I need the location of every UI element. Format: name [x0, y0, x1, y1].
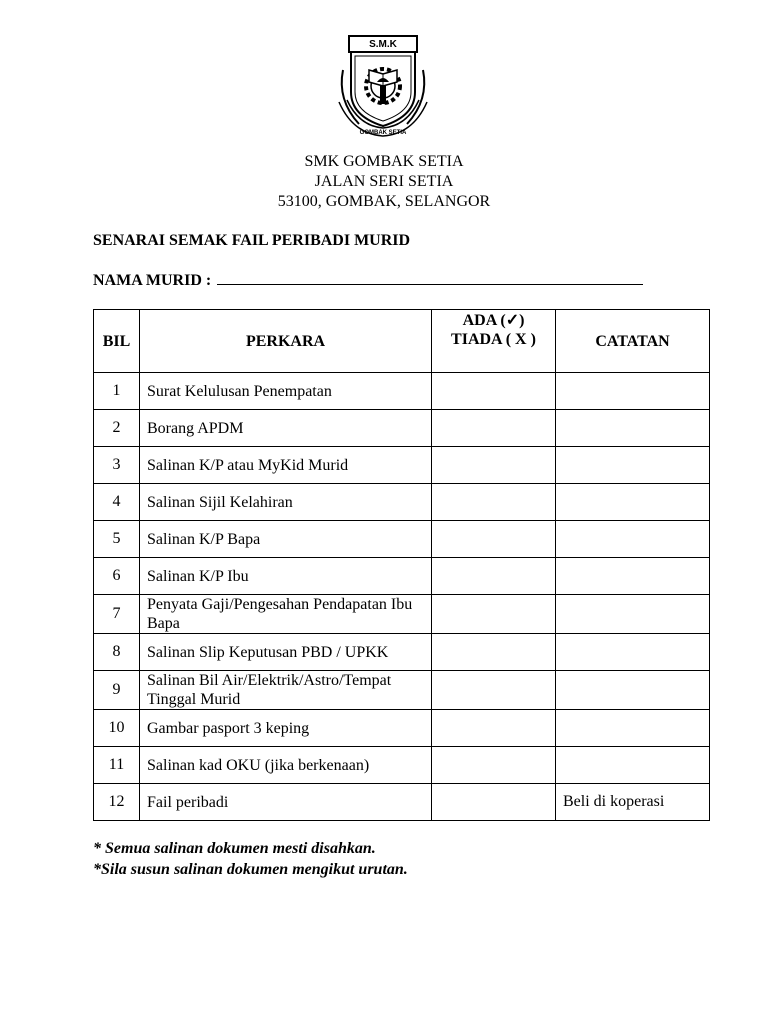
row-status-cell[interactable] [432, 410, 556, 447]
table-row [94, 671, 710, 710]
school-postcode-city: 53100, GOMBAK, SELANGOR [277, 193, 491, 210]
row-status-cell[interactable] [432, 634, 556, 671]
row-perkara: Borang APDM [140, 410, 432, 447]
header-bil: BIL [94, 310, 140, 373]
row-bil: 7 [94, 595, 140, 634]
checklist-table [93, 309, 710, 821]
table-row [94, 710, 710, 747]
row-status-cell[interactable] [432, 521, 556, 558]
row-perkara: Salinan K/P Ibu [140, 558, 432, 595]
student-name-field [93, 270, 643, 291]
table-header-row [94, 310, 710, 373]
row-catatan-cell[interactable] [556, 373, 710, 410]
student-name-label: NAMA MURID : [93, 272, 212, 289]
row-catatan-cell[interactable] [556, 595, 710, 634]
row-catatan-cell[interactable] [556, 634, 710, 671]
row-status-cell[interactable] [432, 710, 556, 747]
row-perkara: Salinan K/P Bapa [140, 521, 432, 558]
row-perkara: Salinan Slip Keputusan PBD / UPKK [140, 634, 432, 671]
table-row [94, 558, 710, 595]
header-status-tiada: TIADA ( X ) [451, 331, 536, 348]
table-row [94, 747, 710, 784]
row-status-cell[interactable] [432, 558, 556, 595]
table-row [94, 447, 710, 484]
student-name-blank[interactable] [217, 270, 643, 285]
table-row [94, 784, 710, 821]
row-perkara: Salinan Sijil Kelahiran [140, 484, 432, 521]
row-catatan-cell[interactable] [556, 484, 710, 521]
row-catatan-cell[interactable] [556, 447, 710, 484]
crest-band-text: GOMBAK SETIA [359, 130, 407, 136]
table-row [94, 484, 710, 521]
header-status [432, 310, 556, 373]
row-bil: 2 [94, 410, 140, 447]
row-perkara: Salinan K/P atau MyKid Murid [140, 447, 432, 484]
table-row [94, 373, 710, 410]
row-bil: 5 [94, 521, 140, 558]
row-catatan-cell[interactable] [556, 558, 710, 595]
row-catatan-cell[interactable] [556, 747, 710, 784]
row-perkara: Surat Kelulusan Penempatan [140, 373, 432, 410]
table-row [94, 595, 710, 634]
school-address [0, 152, 768, 212]
row-status-cell[interactable] [432, 447, 556, 484]
row-perkara: Salinan Bil Air/Elektrik/Astro/Tempat Tinggal Murid [140, 671, 432, 710]
row-catatan-cell[interactable] [556, 671, 710, 710]
header-status-ada: ADA (✓) [462, 312, 525, 329]
row-catatan-cell[interactable]: Beli di koperasi [556, 784, 710, 821]
row-catatan-cell[interactable] [556, 410, 710, 447]
table-row [94, 521, 710, 558]
note-item: *Sila susun salinan dokumen mengikut urutan. [93, 861, 408, 878]
row-bil: 8 [94, 634, 140, 671]
crest-top-text: S.M.K [369, 39, 397, 50]
row-perkara: Penyata Gaji/Pengesahan Pendapatan Ibu Bapa [140, 595, 432, 634]
row-bil: 6 [94, 558, 140, 595]
row-catatan-cell[interactable] [556, 521, 710, 558]
table-row [94, 634, 710, 671]
row-status-cell[interactable] [432, 595, 556, 634]
row-status-cell[interactable] [432, 784, 556, 821]
row-bil: 3 [94, 447, 140, 484]
row-bil: 9 [94, 671, 140, 710]
note-item: * Semua salinan dokumen mesti disahkan. [93, 840, 376, 857]
row-status-cell[interactable] [432, 747, 556, 784]
school-name: SMK GOMBAK SETIA [304, 153, 464, 170]
school-crest-svg [333, 30, 433, 140]
row-perkara: Fail peribadi [140, 784, 432, 821]
row-bil: 10 [94, 710, 140, 747]
header-catatan: CATATAN [556, 310, 710, 373]
row-bil: 12 [94, 784, 140, 821]
row-bil: 1 [94, 373, 140, 410]
table-row [94, 410, 710, 447]
school-crest-icon [333, 30, 433, 140]
header-perkara: PERKARA [140, 310, 432, 373]
school-street: JALAN SERI SETIA [314, 173, 454, 190]
row-bil: 4 [94, 484, 140, 521]
row-status-cell[interactable] [432, 671, 556, 710]
row-status-cell[interactable] [432, 373, 556, 410]
row-catatan-cell[interactable] [556, 710, 710, 747]
row-perkara: Gambar pasport 3 keping [140, 710, 432, 747]
document-title: SENARAI SEMAK FAIL PERIBADI MURID [93, 232, 411, 249]
row-bil: 11 [94, 747, 140, 784]
row-perkara: Salinan kad OKU (jika berkenaan) [140, 747, 432, 784]
notes-section [93, 838, 408, 880]
row-status-cell[interactable] [432, 484, 556, 521]
